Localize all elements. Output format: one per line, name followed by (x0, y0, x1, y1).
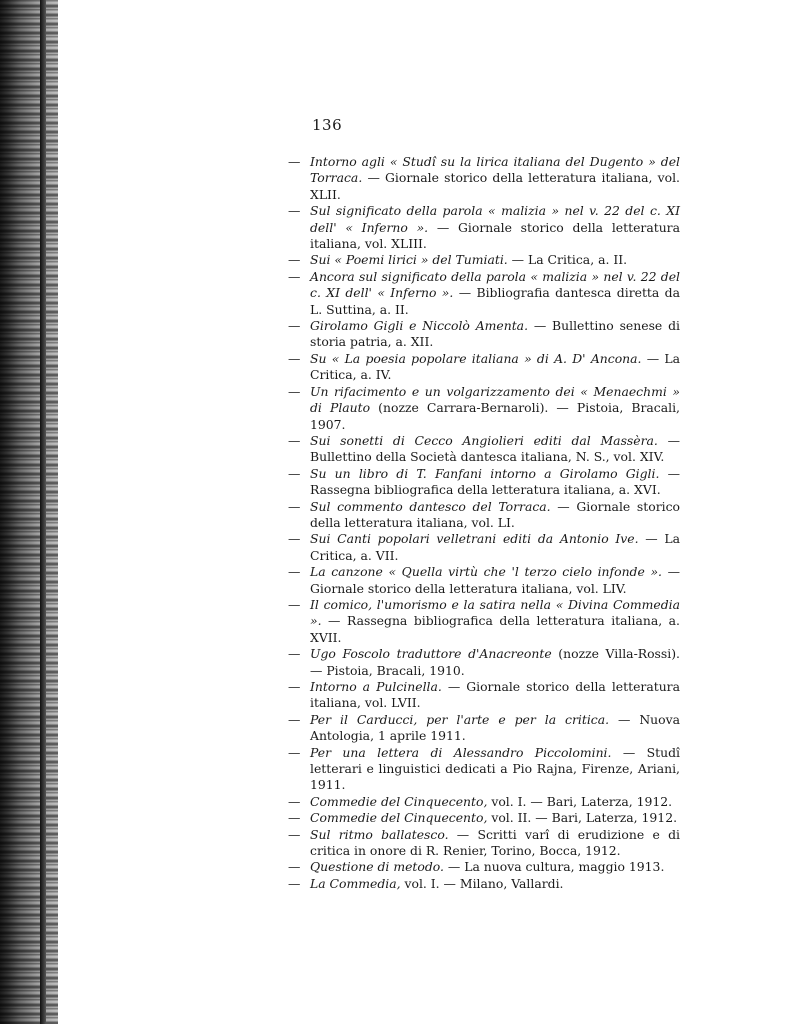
entry-publication: — La Critica, a. IV. (310, 350, 681, 383)
entry-publication: — Giornale storico della letteratura italiana, vol. LI. (310, 498, 680, 530)
bibliography-entry (288, 679, 680, 712)
bibliography-entry (288, 269, 680, 318)
entry-title: Sui Canti popolari velletrani editi da Antonio Ive. (310, 531, 639, 547)
entry-title: Girolamo Gigli e Niccolò Amenta. (310, 318, 529, 334)
entry-dash: — (288, 646, 301, 662)
entry-title: Un rifacimento e un volgarizzamento dei « Menaechmi » di Plauto (310, 383, 680, 416)
bibliography-entry (288, 531, 680, 564)
entry-title: Il comico, l'umorismo e la satira nella « Divina Commedia ». (310, 596, 680, 629)
entry-publication: — Rassegna bibliografica della letteratura italiana, a. XVII. (310, 613, 680, 645)
entry-title: Sul significato della parola « malizia » nel v. 22 del c. XI dell' « Inferno ». (310, 203, 680, 235)
entry-dash: — (288, 350, 301, 366)
entry-publication: (nozze Villa-Rossi). — Pistoia, Bracali, 1910. (310, 646, 680, 678)
entry-title: Sul commento dantesco del Torraca. (310, 498, 551, 514)
entry-dash: — (288, 465, 301, 481)
entry-dash: — (288, 531, 301, 547)
bibliography-entry (288, 810, 680, 826)
entry-publication: — Giornale storico della letteratura italiana, vol. LIV. (310, 564, 680, 596)
entry-title: Commedie del Cinquecento, (310, 793, 488, 809)
book-spine-shadow (0, 0, 58, 1024)
bibliography-entry (288, 564, 680, 597)
entry-title: La canzone « Quella virtù che 'l terzo cielo infonde ». (310, 564, 662, 580)
entry-title: Questione di metodo. (310, 859, 444, 875)
entry-publication: vol. I. — Milano, Vallardi. (400, 875, 564, 891)
entry-publication: (nozze Carrara-Bernaroli). — Pistoia, Bracali, 1907. (310, 400, 680, 432)
entry-dash: — (288, 810, 301, 826)
entry-publication: — Bullettino della Società dantesca italiana, N. S., vol. XIV. (310, 432, 680, 465)
entry-dash: — (288, 744, 301, 760)
entry-dash: — (288, 875, 301, 891)
bibliography-entry (288, 712, 680, 745)
entry-publication: — La nuova cultura, maggio 1913. (443, 859, 665, 875)
entry-publication: — La Critica, a. VII. (310, 531, 680, 563)
bibliography-entry (288, 433, 680, 466)
entry-dash: — (288, 432, 301, 448)
entry-title: Ugo Foscolo traduttore d'Anacreonte (310, 646, 552, 662)
bibliography-entry (288, 876, 680, 892)
entry-title: Sui sonetti di Cecco Angiolieri editi dal Massèra. (310, 432, 658, 448)
bibliography-entry (288, 384, 680, 433)
entry-dash: — (288, 318, 301, 334)
entry-title: La Commedia, (310, 875, 401, 891)
entry-publication: — Giornale storico della letteratura italiana, vol. XLIII. (310, 219, 680, 252)
entry-publication: — Bibliografia dantesca diretta da L. Suttina, a. II. (310, 285, 680, 317)
bibliography-entry (288, 597, 680, 646)
entry-publication: vol. II. — Bari, Laterza, 1912. (487, 810, 678, 826)
entry-title: Ancora sul significato della parola « malizia » nel v. 22 del c. XI dell' « Inferno ». (310, 268, 680, 301)
bibliography-entry (288, 203, 680, 252)
entry-title: Sui « Poemi lirici » del Tumiati. (310, 252, 508, 268)
entry-title: Intorno a Pulcinella. (310, 679, 442, 694)
bibliography-entry (288, 318, 680, 351)
entry-publication: vol. I. — Bari, Laterza, 1912. (487, 793, 673, 809)
bibliography-entry (288, 827, 680, 860)
entry-title: Intorno agli « Studî su la lirica italiana del Dugento » del Torraca. (310, 154, 680, 186)
entry-publication: — Giornale storico della letteratura italiana, vol. LVII. (310, 679, 680, 711)
bibliography-entry (288, 859, 680, 875)
entry-title: Sul ritmo ballatesco. (310, 826, 449, 842)
entry-dash: — (288, 268, 301, 284)
bibliography-entry (288, 646, 680, 679)
bibliography-list (288, 154, 680, 892)
entry-dash: — (288, 498, 301, 514)
entry-dash: — (288, 711, 301, 727)
entry-publication: — Giornale storico della letteratura italiana, vol. XLII. (310, 170, 680, 202)
bibliography-entry (288, 466, 680, 499)
entry-title: Su « La poesia popolare italiana » di A. D' Ancona. (310, 350, 642, 366)
entry-dash: — (288, 154, 301, 169)
entry-publication: — La Critica, a. II. (507, 252, 628, 268)
page-number: 136 (312, 116, 343, 134)
bibliography-entry (288, 745, 680, 794)
entry-dash: — (288, 859, 301, 875)
entry-title: Su un libro di T. Fanfani intorno a Girolamo Gigli. (310, 465, 660, 481)
entry-dash: — (288, 596, 301, 612)
bibliography-entry (288, 499, 680, 532)
entry-publication: — Scritti varî di erudizione e di critica in onore di R. Renier, Torino, Bocca, 1912. (310, 826, 680, 859)
bibliography-entry (288, 252, 680, 268)
entry-title: Per il Carducci, per l'arte e per la critica. (310, 711, 610, 727)
entry-title: Per una lettera di Alessandro Piccolomini. (310, 744, 612, 760)
book-gutter (40, 0, 46, 1024)
entry-dash: — (288, 383, 301, 399)
entry-publication: — Rassegna bibliografica della letteratura italiana, a. XVI. (310, 465, 680, 498)
entry-dash: — (288, 564, 301, 580)
entry-dash: — (288, 679, 301, 694)
entry-dash: — (288, 203, 301, 219)
entry-publication: — Studî letterari e linguistici dedicati a Pio Rajna, Firenze, Ariani, 1911. (310, 744, 680, 793)
bibliography-entry (288, 351, 680, 384)
entry-publication: — Nuova Antologia, 1 aprile 1911. (310, 711, 681, 744)
bibliography-entry (288, 154, 680, 203)
entry-dash: — (288, 826, 301, 842)
entry-publication: — Bullettino senese di storia patria, a. XII. (310, 318, 680, 350)
entry-dash: — (288, 793, 301, 809)
entry-dash: — (288, 252, 301, 268)
entry-title: Commedie del Cinquecento, (310, 810, 488, 826)
bibliography-entry (288, 794, 680, 810)
